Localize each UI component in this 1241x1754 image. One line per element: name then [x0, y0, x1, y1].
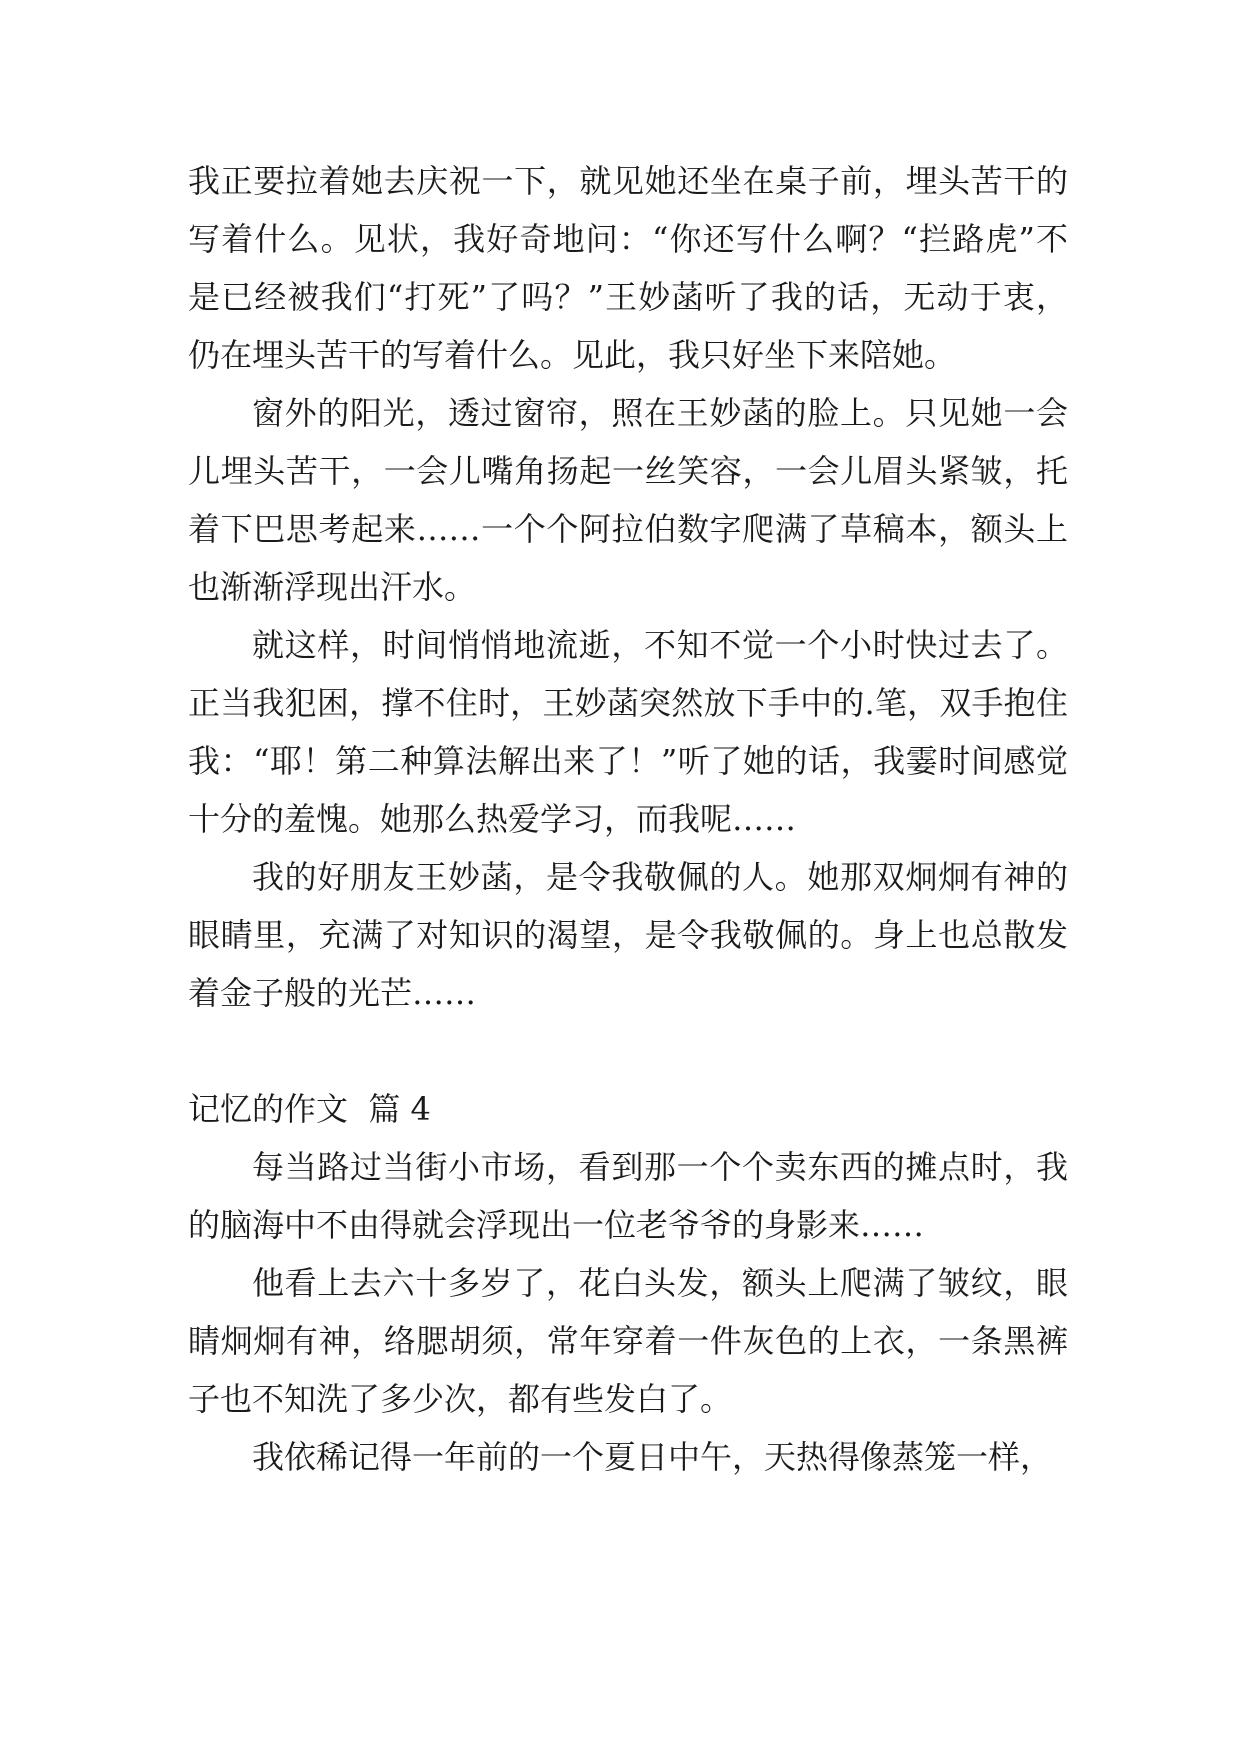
paragraph-6: 他看上去六十多岁了，花白头发，额头上爬满了皱纹，眼睛炯炯有神，络腮胡须，常年穿着一件灰色的上衣，一条黑裤子也不知洗了多少次，都有些发白了。 — [188, 1264, 1068, 1418]
document-page — [188, 152, 1068, 1486]
paragraph-3: 就这样，时间悄悄地流逝，不知不觉一个小时快过去了。正当我犯困，撑不住时，王妙菡突然放下手中的.笔，双手抱住我：“耶！第二种算法解出来了！”听了她的话，我霎时间感觉十分的羞愧。她那么热爱学习，而我呢…… — [188, 626, 1068, 838]
paragraph-7: 我依稀记得一年前的一个夏日中午，天热得像蒸笼一样， — [252, 1438, 1053, 1476]
paragraph-1: 我正要拉着她去庆祝一下，就见她还坐在桌子前，埋头苦干的写着什么。见状，我好奇地问：“你还写什么啊？“拦路虎”不是已经被我们“打死”了吗？”王妙菡听了我的话，无动于衷，仍在埋头苦干的写着什么。见此，我只好坐下来陪她。 — [188, 162, 1068, 374]
paragraph-4: 我的好朋友王妙菡，是令我敬佩的人。她那双炯炯有神的眼睛里，充满了对知识的渴望，是令我敬佩的。身上也总散发着金子般的光芒…… — [188, 858, 1068, 1012]
section-heading: 记忆的作文 篇 4 — [188, 1090, 431, 1128]
paragraph-5: 每当路过当街小市场，看到那一个个卖东西的摊点时，我的脑海中不由得就会浮现出一位老爷爷的身影来…… — [188, 1148, 1068, 1244]
paragraph-2: 窗外的阳光，透过窗帘，照在王妙菡的脸上。只见她一会儿埋头苦干，一会儿嘴角扬起一丝笑容，一会儿眉头紧皱，托着下巴思考起来……一个个阿拉伯数字爬满了草稿本，额头上也渐渐浮现出汗水。 — [188, 394, 1068, 606]
